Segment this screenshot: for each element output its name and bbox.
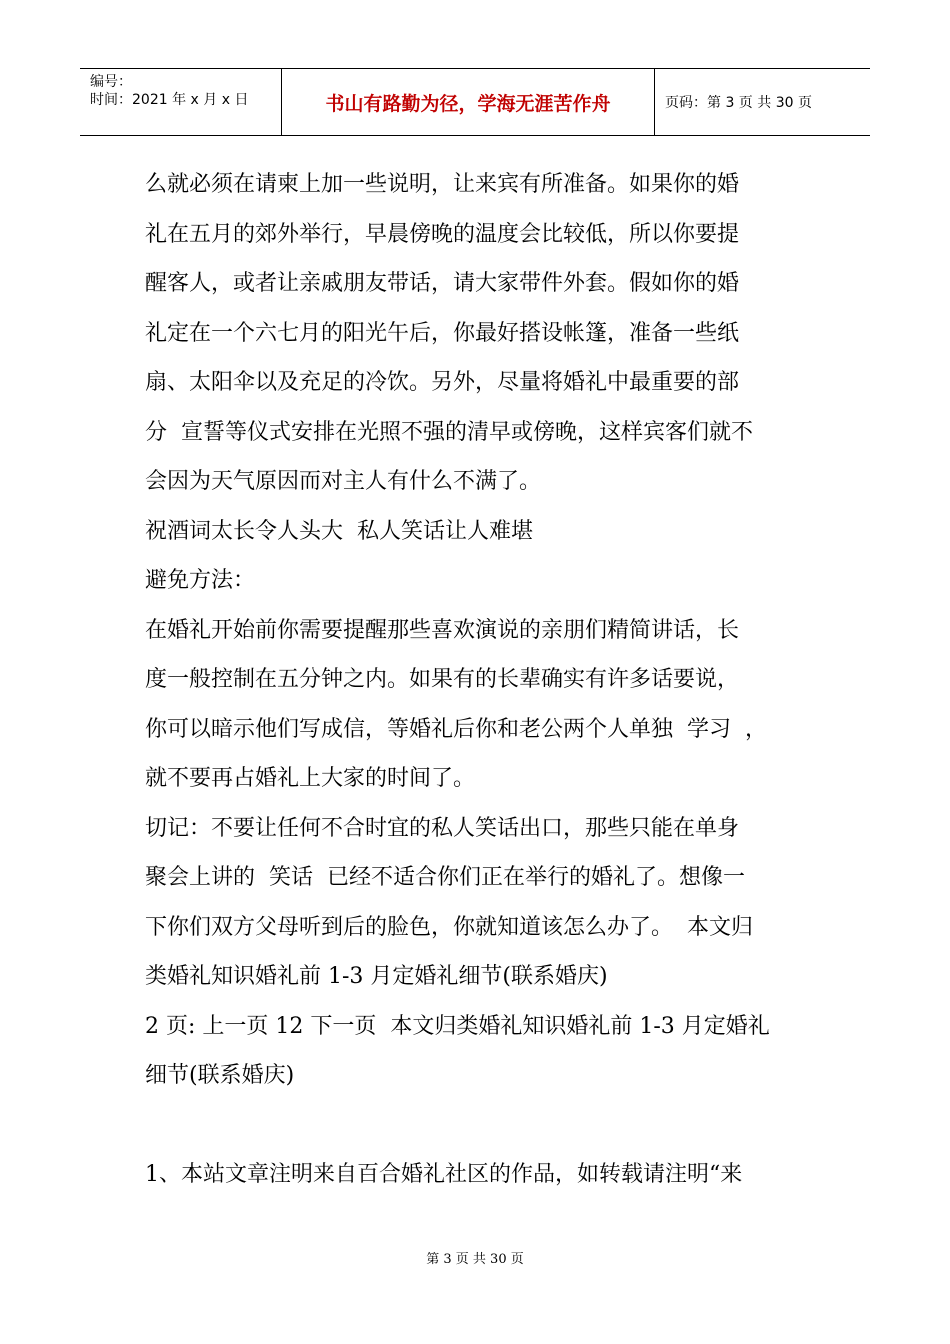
text-line: 下你们双方父母听到后的脸色，你就知道该怎么办了。 本文归 bbox=[145, 914, 753, 940]
notice-line: 1、本站文章注明来自百合婚礼社区的作品，如转载请注明“来 bbox=[145, 1161, 743, 1187]
text-line: 醒客人，或者让亲戚朋友带话，请大家带件外套。假如你的婚 bbox=[145, 271, 740, 296]
text-line: 类婚礼知识婚礼前 1-3 月定婚礼细节(联系婚庆) bbox=[145, 964, 608, 989]
text-line: 礼定在一个六七月的阳光午后，你最好搭设帐篷，准备一些纸 bbox=[145, 320, 740, 346]
document-body bbox=[145, 160, 805, 1199]
pagination-line: 2 页: 上一页 12 下一页 本文归类婚礼知识婚礼前 1-3 月定婚礼 bbox=[145, 1013, 770, 1039]
text-line: 度一般控制在五分钟之内。如果有的长辈确实有许多话要说， bbox=[145, 667, 740, 692]
text-line: 切记：不要让任何不合时宜的私人笑话出口，那些只能在单身 bbox=[145, 815, 740, 841]
text-line: 细节(联系婚庆) bbox=[145, 1063, 295, 1088]
page-footer: 第 3 页 共 30 页 bbox=[426, 1252, 524, 1267]
text-line: 礼在五月的郊外举行，早晨傍晚的温度会比较低，所以你要提 bbox=[145, 221, 740, 247]
text-line: 么就必须在请柬上加一些说明，让来宾有所准备。如果你的婚 bbox=[145, 172, 740, 197]
text-line: 就不要再占婚礼上大家的时间了。 bbox=[145, 766, 476, 791]
page-header bbox=[80, 68, 870, 136]
text-line: 你可以暗示他们写成信，等婚礼后你和老公两个人单独 学习 ， bbox=[145, 716, 767, 742]
header-page-cell bbox=[655, 69, 870, 135]
header-meta bbox=[80, 69, 282, 135]
text-line: 在婚礼开始前你需要提醒那些喜欢演说的亲朋们精简讲话，长 bbox=[145, 617, 740, 643]
section-subheading: 避免方法： bbox=[145, 568, 256, 593]
motto-text: 书山有路勤为径，学海无涯苦作舟 bbox=[325, 92, 611, 115]
header-motto-cell bbox=[282, 69, 655, 135]
text-line: 分 宣誓等仪式安排在光照不强的清早或傍晚，这样宾客们就不 bbox=[145, 419, 753, 445]
number-label: 编号： bbox=[90, 74, 132, 90]
section-heading: 祝酒词太长令人头大 私人笑话让人难堪 bbox=[145, 518, 533, 544]
text-line: 扇、太阳伞以及充足的冷饮。另外，尽量将婚礼中最重要的部 bbox=[145, 370, 740, 395]
text-line: 聚会上讲的 笑话 已经不适合你们正在举行的婚礼了。想像一 bbox=[145, 865, 745, 890]
page-label: 页码：第 3 页 共 30 页 bbox=[665, 95, 812, 111]
time-label: 时间：2021 年 x 月 x 日 bbox=[90, 92, 249, 108]
text-line: 会因为天气原因而对主人有什么不满了。 bbox=[145, 469, 542, 494]
